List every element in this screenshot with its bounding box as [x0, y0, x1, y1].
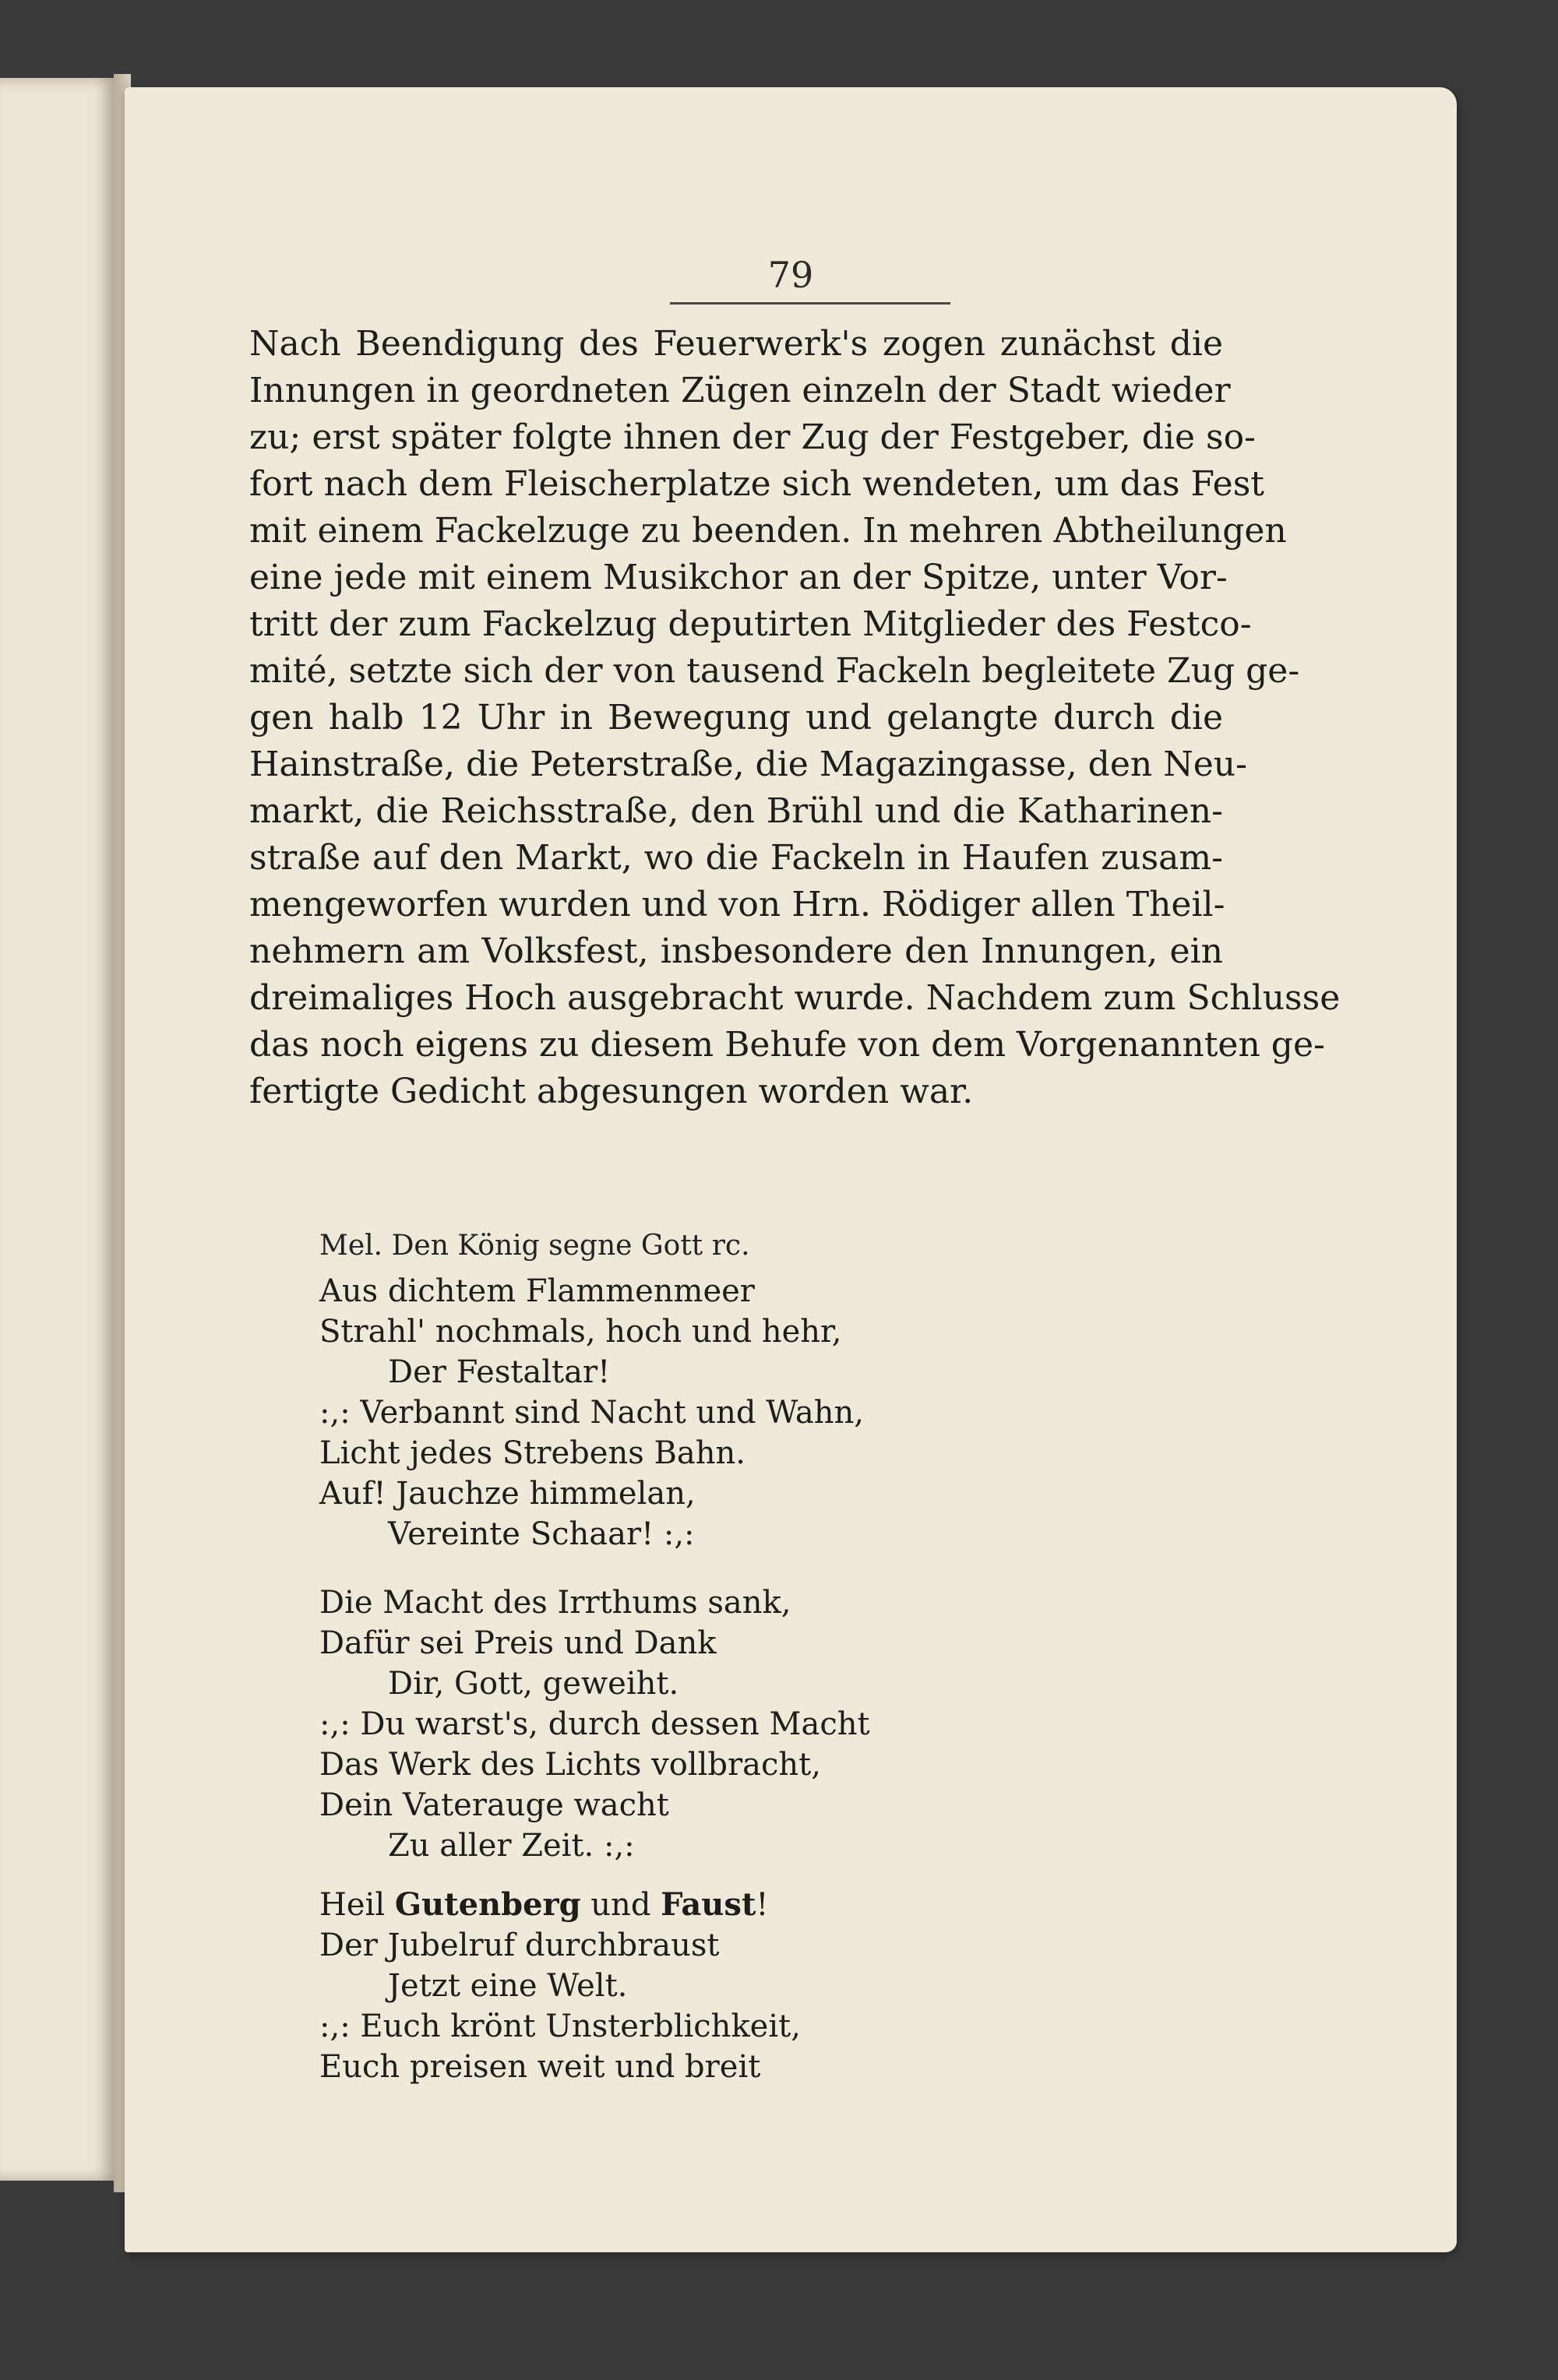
poem-stanza-3	[319, 1885, 1098, 2087]
prose-line: mit einem Fackelzuge zu beenden. In mehren Abtheilungen	[249, 511, 1287, 551]
verse-text: und	[580, 1887, 661, 1923]
prose-line: zu; erst später folgte ihnen der Zug der Festgeber, die so-	[249, 417, 1256, 457]
verse-line	[319, 1885, 1098, 1925]
verse-line: :,: Verbannt sind Nacht und Wahn,	[319, 1395, 864, 1431]
prose-line: tritt der zum Fackelzug deputirten Mitglieder des Festco-	[249, 604, 1252, 644]
poem-stanza-1	[319, 1271, 1098, 1554]
prose-line: mité, setzte sich der von tausend Fackeln begleitete Zug ge-	[249, 651, 1300, 691]
verse-line: Der Festaltar!	[388, 1354, 611, 1390]
verse-text: Heil	[319, 1887, 395, 1923]
name-faust: Faust	[661, 1886, 756, 1923]
prose-line: gen halb 12 Uhr in Bewegung und gelangte durch die	[249, 698, 1223, 738]
verse-line: Aus dichtem Flammenmeer	[319, 1273, 755, 1309]
book-page	[125, 87, 1457, 2252]
verse-line: Der Jubelruf durchbraust	[319, 1928, 720, 1963]
verse-line: Vereinte Schaar! :,:	[388, 1516, 695, 1552]
poem-stanza-2	[319, 1583, 1098, 1866]
verse-line: Auf! Jauchze himmelan,	[319, 1476, 696, 1512]
verse-text: !	[756, 1887, 769, 1923]
verse-line: :,: Euch krönt Unsterblichkeit,	[319, 2009, 801, 2044]
prose-line: fort nach dem Fleischerplatze sich wendeten, um das Fest	[249, 464, 1264, 504]
verse-line: Dir, Gott, geweiht.	[388, 1666, 679, 1702]
prose-line: fertigte Gedicht abgesungen worden war.	[249, 1072, 974, 1111]
page-number: 79	[767, 254, 814, 296]
page-number-rule	[670, 302, 950, 305]
prose-line: das noch eigens zu diesem Behufe von dem Vorgenannten ge-	[249, 1025, 1325, 1065]
prose-paragraph	[249, 321, 1341, 1115]
prose-line: eine jede mit einem Musikchor an der Spitze, unter Vor-	[249, 558, 1228, 597]
prose-line: nehmern am Volksfest, insbesondere den Innungen, ein	[249, 931, 1223, 971]
facing-page-edge	[0, 78, 117, 2181]
prose-line: Innungen in geordneten Zügen einzeln der Stadt wieder	[249, 371, 1231, 410]
verse-line: Licht jedes Strebens Bahn.	[319, 1435, 746, 1471]
verse-line: Die Macht des Irrthums sank,	[319, 1585, 791, 1621]
verse-line: Zu aller Zeit. :,:	[388, 1828, 635, 1864]
verse-line: Dein Vaterauge wacht	[319, 1787, 669, 1823]
prose-line: dreimaliges Hoch ausgebracht wurde. Nachdem zum Schlusse	[249, 978, 1341, 1018]
prose-line: markt, die Reichsstraße, den Brühl und die Katharinen-	[249, 791, 1223, 831]
verse-line: Strahl' nochmals, hoch und hehr,	[319, 1314, 842, 1350]
verse-line: Dafür sei Preis und Dank	[319, 1625, 717, 1661]
verse-line: :,: Du warst's, durch dessen Macht	[319, 1706, 870, 1742]
name-gutenberg: Gutenberg	[394, 1886, 581, 1923]
prose-line: Hainstraße, die Peterstraße, die Magazingasse, den Neu-	[249, 745, 1247, 784]
prose-line: mengeworfen wurden und von Hrn. Rödiger allen Theil-	[249, 885, 1225, 924]
prose-line: straße auf den Markt, wo die Fackeln in Haufen zusam-	[249, 838, 1223, 878]
verse-line: Jetzt eine Welt.	[388, 1968, 628, 2004]
prose-line: Nach Beendigung des Feuerwerk's zogen zunächst die	[249, 324, 1223, 364]
melody-note: Mel. Den König segne Gott rc.	[319, 1230, 750, 1262]
verse-line: Euch preisen weit und breit	[319, 2049, 761, 2085]
verse-line: Das Werk des Lichts vollbracht,	[319, 1747, 821, 1783]
